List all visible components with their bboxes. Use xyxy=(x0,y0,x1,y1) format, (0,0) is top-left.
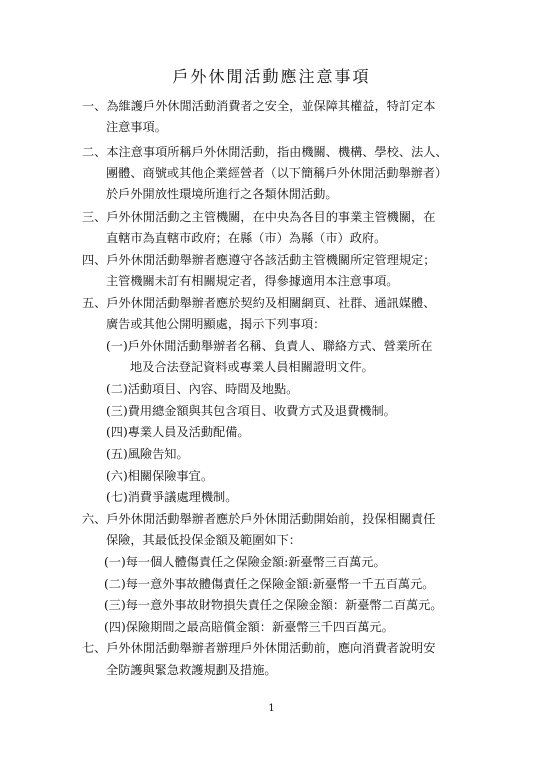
clause-6-line-1: 六、戶外休閒活動舉辦者應於戶外休閒活動開始前，投保相關責任 xyxy=(82,512,436,526)
clause-2-line-3: 於戶外開放性環境所進行之各類休閒活動。 xyxy=(106,187,338,201)
clause-5-line-1: 五、戶外休閒活動舉辦者應於契約及相關網頁、社群、通訊媒體、 xyxy=(82,296,436,310)
page-number: 1 xyxy=(268,703,275,714)
clause-6-line-2: 保險，其最低投保金額及範圍如下： xyxy=(106,533,301,547)
clause-1-line-2: 注意事項。 xyxy=(106,120,167,134)
clause-3-line-2: 直轄市為直轄市政府；在縣（市）為縣（市）政府。 xyxy=(106,231,387,245)
clause-5-item-5: (五)風險告知。 xyxy=(106,447,189,461)
clause-5-item-4: (四)專業人員及活動配備。 xyxy=(106,425,250,439)
clause-5-item-1-line-2: 地及合法登記資料或專業人員相關證明文件。 xyxy=(130,360,374,374)
clause-5-item-7: (七)消費爭議處理機制。 xyxy=(106,490,238,504)
clause-1-line-1: 一、為維護戶外休閒活動消費者之安全，並保障其權益，特訂定本 xyxy=(82,99,436,113)
clause-2-line-1: 二、本注意事項所稱戶外休閒活動，指由機關、機構、學校、法人、 xyxy=(82,145,448,159)
clause-4-line-1: 四、戶外休閒活動舉辦者應遵守各該活動主管機關所定管理規定； xyxy=(82,253,436,267)
clause-3-line-1: 三、戶外休閒活動之主管機關，在中央為各目的事業主管機關，在 xyxy=(82,210,436,224)
clause-5-item-2: (二)活動項目、內容、時間及地點。 xyxy=(106,382,299,396)
clause-5-item-1-line-1: (一)戶外休閒活動舉辦者名稱、負責人、聯絡方式、營業所在 xyxy=(106,339,433,353)
clause-5-item-3: (三)費用總金額與其包含項目、收費方式及退費機制。 xyxy=(106,404,396,418)
clause-5-item-6: (六)相關保險事宜。 xyxy=(106,469,214,483)
clause-7-line-1: 七、戶外休閒活動舉辦者辦理戶外休閒活動前，應向消費者說明安 xyxy=(82,641,436,655)
clause-6-item-4: (四)保險期間之最高賠償金額：新臺幣三千四百萬元。 xyxy=(104,620,394,634)
clause-7-line-2: 全防護與緊急救護規劃及措施。 xyxy=(106,663,277,677)
clause-5-line-2: 廣告或其他公開明顯處，揭示下列事項： xyxy=(106,317,326,331)
document-title: 戶外休閒活動應注意事項 xyxy=(172,67,371,86)
clause-2-line-2: 團體、商號或其他企業經營者（以下簡稱戶外休閒活動舉辦者） xyxy=(106,166,448,180)
clause-4-line-2: 主管機關未訂有相關規定者，得參據適用本注意事項。 xyxy=(106,274,399,288)
clause-6-item-3: (三)每一意外事故財物損失責任之保險金額：新臺幣二百萬元。 xyxy=(104,598,443,612)
clause-6-item-2: (二)每一意外事故體傷責任之保險金額:新臺幣一千五百萬元。 xyxy=(104,577,435,591)
clause-6-item-1: (一)每一個人體傷責任之保險金額:新臺幣三百萬元。 xyxy=(104,555,386,569)
